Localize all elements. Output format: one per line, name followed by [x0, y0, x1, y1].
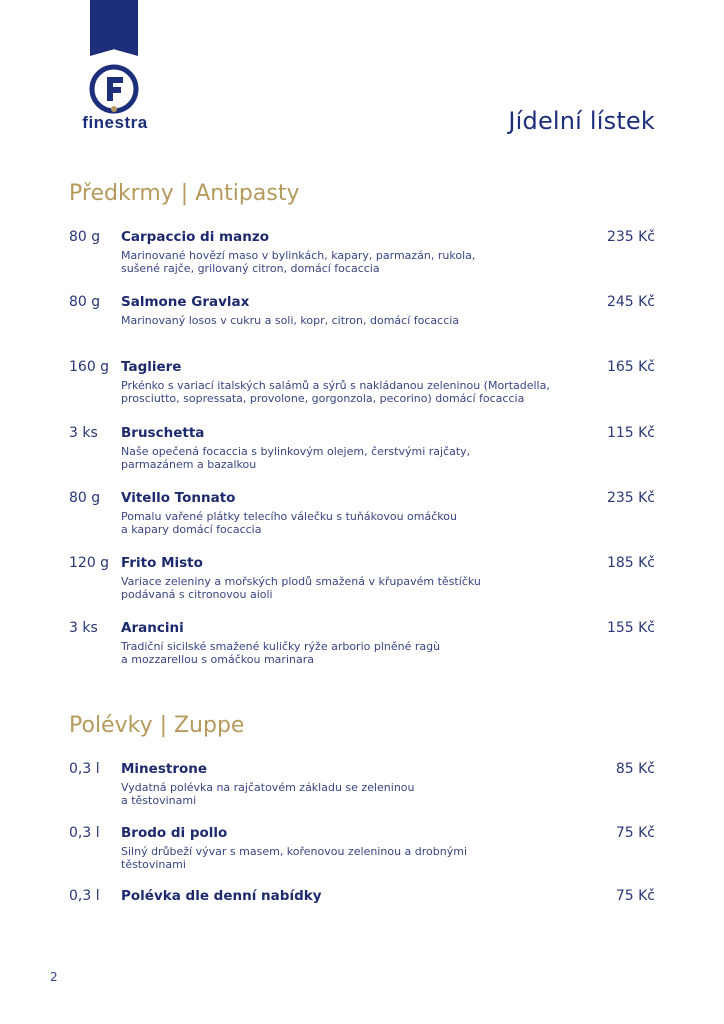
item-description-line: těstovinami: [121, 858, 186, 871]
item-description-line: sušené rajče, grilovaný citron, domácí focaccia: [121, 262, 380, 275]
section-title-antipasty: Předkrmy | Antipasty: [69, 181, 300, 206]
item-description-line: Variace zeleniny a mořských plodů smažená v křupavém těstíčku: [121, 575, 481, 588]
item-name: Brodo di pollo: [121, 825, 228, 841]
item-quantity: 80 g: [69, 490, 101, 506]
item-description-line: Pomalu vařené plátky telecího válečku s tuňákovou omáčkou: [121, 510, 457, 523]
item-description: [121, 781, 561, 807]
item-description-line: Naše opečená focaccia s bylinkovým olejem, čerstvými rajčaty,: [121, 445, 471, 458]
item-name: Minestrone: [121, 761, 208, 777]
page-number: 2: [50, 970, 58, 984]
item-name: Arancini: [121, 620, 184, 636]
item-quantity: 0,3 l: [69, 761, 100, 777]
item-quantity: 120 g: [69, 555, 110, 571]
item-name: Salmone Gravlax: [121, 294, 250, 310]
item-description-line: a těstovinami: [121, 794, 197, 807]
item-name: Bruschetta: [121, 425, 205, 441]
item-description-line: podávaná s citronovou aioli: [121, 588, 273, 601]
item-quantity: 80 g: [69, 229, 101, 245]
item-description-line: parmazánem a bazalkou: [121, 458, 257, 471]
item-description: [121, 640, 561, 666]
section-title-zuppe: Polévky | Zuppe: [69, 713, 245, 738]
item-name: Carpaccio di manzo: [121, 229, 269, 245]
item-description: [121, 845, 561, 871]
item-description-line: Vydatná polévka na rajčatovém základu se zeleninou: [121, 781, 415, 794]
item-description-line: Silný drůbeží vývar s masem, kořenovou zeleninou a drobnými: [121, 845, 468, 858]
item-price: 185 Kč: [606, 555, 655, 571]
page-title: Jídelní lístek: [508, 107, 655, 135]
item-description: [121, 379, 561, 405]
item-description-line: prosciutto, sopressata, provolone, gorgonzola, pecorino) domácí focaccia: [121, 392, 525, 405]
item-description: [121, 314, 561, 327]
item-quantity: 0,3 l: [69, 888, 100, 904]
item-price: 235 Kč: [606, 490, 655, 506]
item-description-line: Tradiční sicilské smažené kuličky rýže arborio plněné ragù: [121, 640, 441, 653]
item-description-line: Marinované hovězí maso v bylinkách, kapary, parmazán, rukola,: [121, 249, 476, 262]
item-name: Tagliere: [121, 359, 182, 375]
item-quantity: 160 g: [69, 359, 110, 375]
bookmark-ribbon: [90, 0, 138, 56]
item-description: [121, 249, 561, 275]
finestra-logo-icon: [89, 64, 139, 114]
item-price: 75 Kč: [615, 825, 655, 841]
item-name: Vitello Tonnato: [121, 490, 236, 506]
item-price: 235 Kč: [606, 229, 655, 245]
item-price: 155 Kč: [606, 620, 655, 636]
item-name: Frito Misto: [121, 555, 203, 571]
item-description: [121, 445, 561, 471]
item-quantity: 3 ks: [69, 620, 98, 636]
brand-name: finestra: [82, 113, 148, 132]
item-price: 75 Kč: [615, 888, 655, 904]
item-description-line: a kapary domácí focaccia: [121, 523, 262, 536]
item-quantity: 3 ks: [69, 425, 98, 441]
item-price: 245 Kč: [606, 294, 655, 310]
item-description-line: a mozzarellou s omáčkou marinara: [121, 653, 314, 666]
item-quantity: 0,3 l: [69, 825, 100, 841]
item-description-line: Marinovaný losos v cukru a soli, kopr, citron, domácí focaccia: [121, 314, 460, 327]
item-quantity: 80 g: [69, 294, 101, 310]
item-price: 165 Kč: [606, 359, 655, 375]
item-description-line: Prkénko s variací italských salámů a sýrů s nakládanou zeleninou (Mortadella,: [121, 379, 550, 392]
item-price: 85 Kč: [615, 761, 655, 777]
item-description: [121, 510, 561, 536]
item-name: Polévka dle denní nabídky: [121, 888, 322, 904]
item-description: [121, 575, 561, 601]
item-price: 115 Kč: [606, 425, 655, 441]
